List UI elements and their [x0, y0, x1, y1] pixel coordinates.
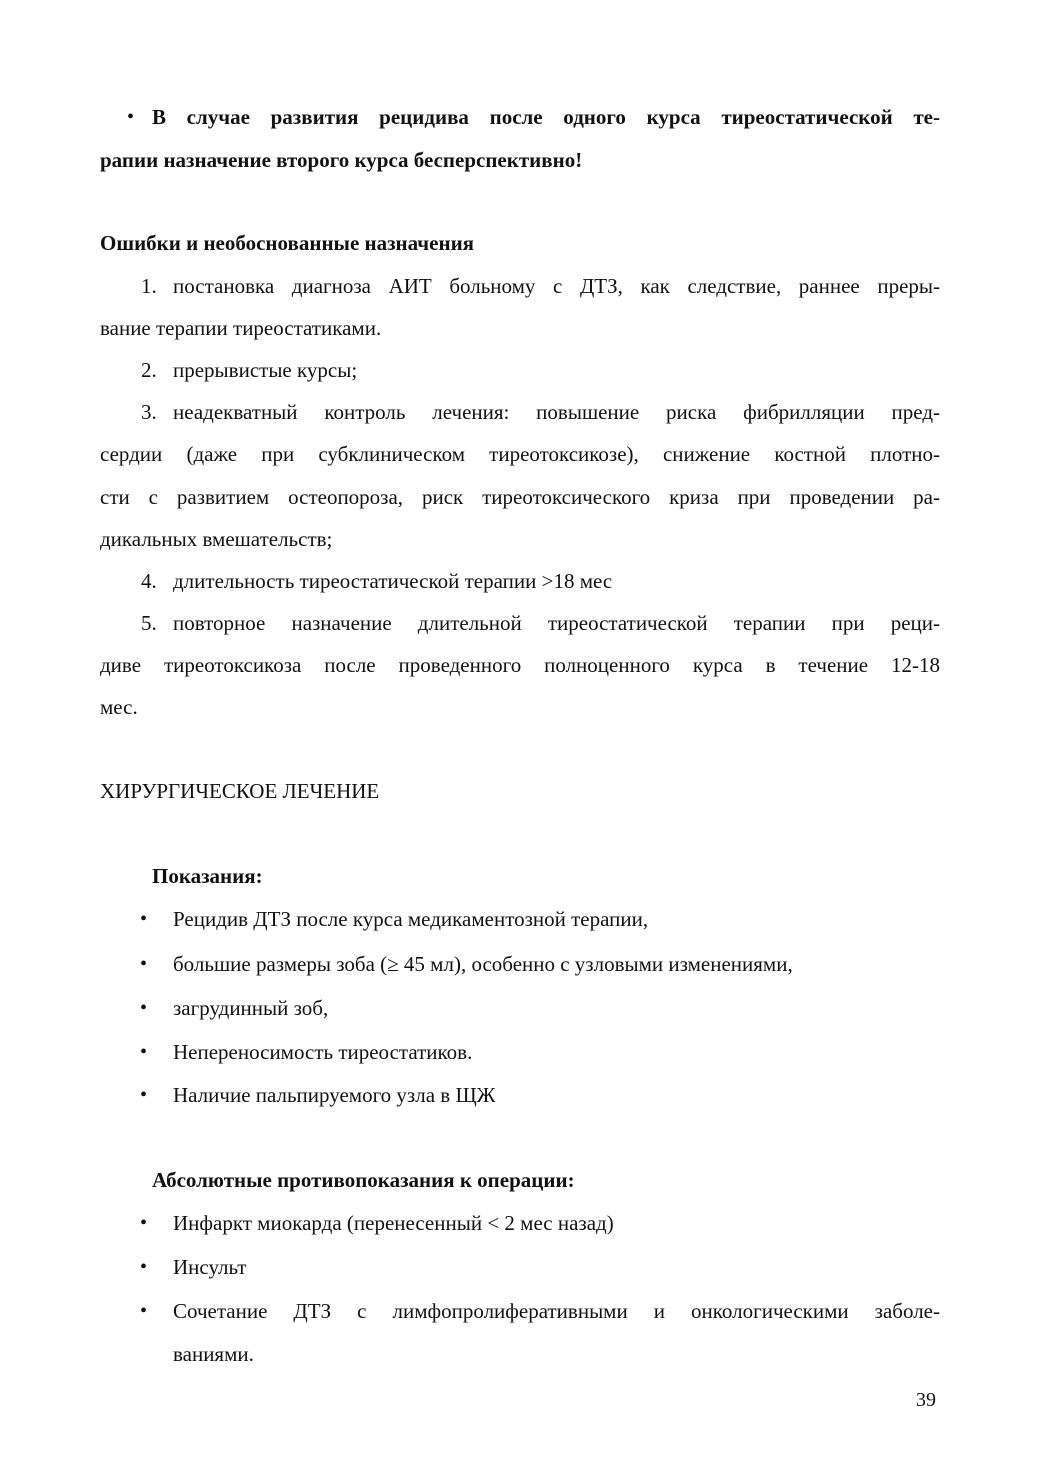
list-number: 2. — [141, 358, 157, 382]
bullet-marker: • — [140, 1256, 148, 1278]
list-item-text: постановка диагноза АИТ больному с ДТЗ, как следствие, раннее преры- — [173, 274, 940, 298]
list-number: 3. — [141, 400, 157, 424]
top-bullet-line-1: В случае развития рецидива после одного курса тиреостатической те- — [152, 105, 940, 129]
contraindication-item: Сочетание ДТЗ с лимфопролиферативными и онкологическими заболе- — [173, 1299, 940, 1323]
list-number: 5. — [141, 611, 157, 635]
list-item-text: мес. — [100, 695, 138, 719]
list-item-text: длительность тиреостатической терапии >18 мес — [173, 569, 613, 593]
indication-item: Наличие пальпируемого узла в ЩЖ — [173, 1083, 496, 1107]
list-item-text: повторное назначение длительной тиреостатической терапии при реци- — [173, 611, 940, 635]
bullet-marker: • — [140, 1041, 148, 1063]
contraindication-item-continuation: ваниями. — [173, 1342, 254, 1366]
list-item-text: диве тиреотоксикоза после проведенного полноценного курса в течение 12-18 — [100, 653, 940, 677]
bullet-marker: • — [140, 997, 148, 1019]
indication-item: Непереносимость тиреостатиков. — [173, 1040, 473, 1064]
top-bullet-line-2: рапии назначение второго курса бесперспективно! — [100, 148, 583, 172]
list-number: 4. — [141, 569, 157, 593]
bullet-marker: • — [140, 908, 148, 930]
list-number: 1. — [141, 274, 157, 298]
list-item-text: прерывистые курсы; — [173, 358, 358, 382]
list-item-text: дикальных вмешательств; — [100, 527, 333, 551]
bullet-marker: • — [127, 106, 135, 128]
contraindication-item: Инсульт — [173, 1255, 247, 1279]
bullet-marker: • — [140, 953, 148, 975]
list-item-text: сердии (даже при субклиническом тиреотоксикозе), снижение костной плотно- — [100, 442, 940, 466]
bullet-marker: • — [140, 1212, 148, 1234]
indication-item: загрудинный зоб, — [173, 996, 329, 1020]
page-number: 39 — [916, 1389, 936, 1411]
contraindications-heading: Абсолютные противопоказания к операции: — [152, 1168, 575, 1192]
indication-item: большие размеры зоба (≥ 45 мл), особенно с узловыми изменениями, — [173, 952, 793, 976]
contraindication-item: Инфаркт миокарда (перенесенный < 2 мес назад) — [173, 1211, 614, 1235]
list-item-text: вание терапии тиреостатиками. — [100, 316, 382, 340]
indications-heading: Показания: — [152, 864, 263, 888]
list-item-text: сти с развитием остеопороза, риск тиреотоксического криза при проведении ра- — [100, 485, 940, 509]
surgery-heading: ХИРУРГИЧЕСКОЕ ЛЕЧЕНИЕ — [100, 779, 380, 803]
bullet-marker: • — [140, 1084, 148, 1106]
indication-item: Рецидив ДТЗ после курса медикаментозной терапии, — [173, 907, 649, 931]
errors-heading: Ошибки и необоснованные назначения — [100, 231, 475, 255]
list-item-text: неадекватный контроль лечения: повышение риска фибрилляции пред- — [173, 400, 940, 424]
bullet-marker: • — [140, 1300, 148, 1322]
